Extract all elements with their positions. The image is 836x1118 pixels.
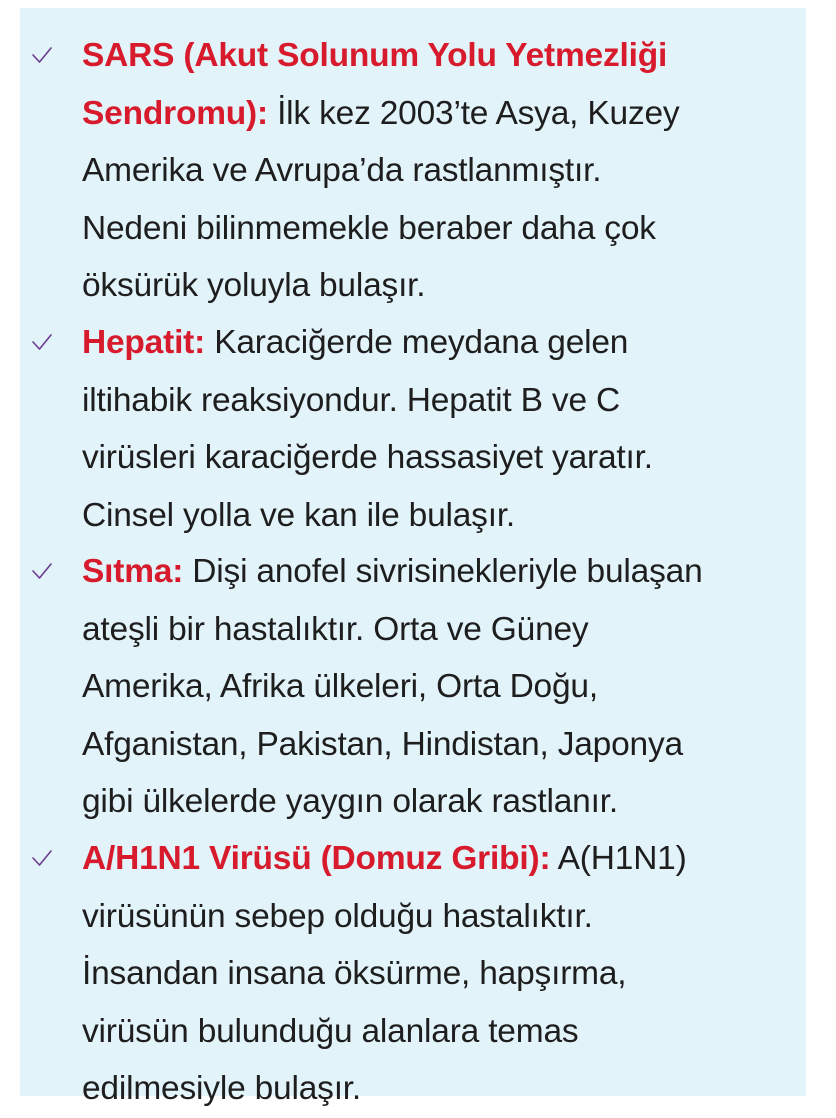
description-line: İlk kez 2003’te Asya, Kuzey (267, 94, 680, 132)
info-panel (20, 8, 806, 1107)
description-line: Amerika ve Avrupa’da rastlanmıştır. (82, 152, 602, 189)
description-line: virüsleri karaciğerde hassasiyet yaratır. (82, 439, 653, 476)
description-line: edilmesiyle bulaşır. (82, 1070, 362, 1107)
description-line: virüsün bulunduğu alanlara temas (82, 1012, 579, 1050)
term-hepatit: Hepatit: (82, 324, 206, 361)
description-line: Afganistan, Pakistan, Hindistan, Japonya (82, 725, 683, 763)
description-line: gibi ülkelerde yaygın olarak rastlanır. (82, 783, 618, 820)
description-line: Karaciğerde meydana gelen (205, 324, 629, 361)
check-icon (30, 847, 54, 871)
description-line: A(H1N1) (550, 840, 687, 877)
description-line: virüsünün sebep olduğu hastalıktır. (82, 897, 593, 935)
description-line: Nedeni bilinmemekle beraber daha çok (82, 209, 656, 247)
check-icon (30, 44, 54, 68)
term-sars-line1: SARS (Akut Solunum Yolu Yetmezliği (82, 37, 668, 74)
check-icon (30, 331, 54, 355)
term-sitma: Sıtma: (82, 553, 184, 590)
check-icon (30, 560, 54, 584)
term-sars-line2: Sendromu): (82, 94, 268, 132)
description-line: ateşli bir hastalıktır. Orta ve Güney (82, 610, 589, 648)
description-line: İnsandan insana öksürme, hapşırma, (82, 955, 627, 992)
description-line: Dişi anofel sivrisinekleriyle bulaşan (183, 553, 703, 590)
description-line: Cinsel yolla ve kan ile bulaşır. (82, 496, 516, 534)
description-line: öksürük yoluyla bulaşır. (82, 267, 426, 304)
description-line: Amerika, Afrika ülkeleri, Orta Doğu, (82, 668, 598, 705)
term-h1n1: A/H1N1 Virüsü (Domuz Gribi): (82, 840, 551, 877)
description-line: iltihabik reaksiyondur. Hepatit B ve C (82, 381, 620, 419)
